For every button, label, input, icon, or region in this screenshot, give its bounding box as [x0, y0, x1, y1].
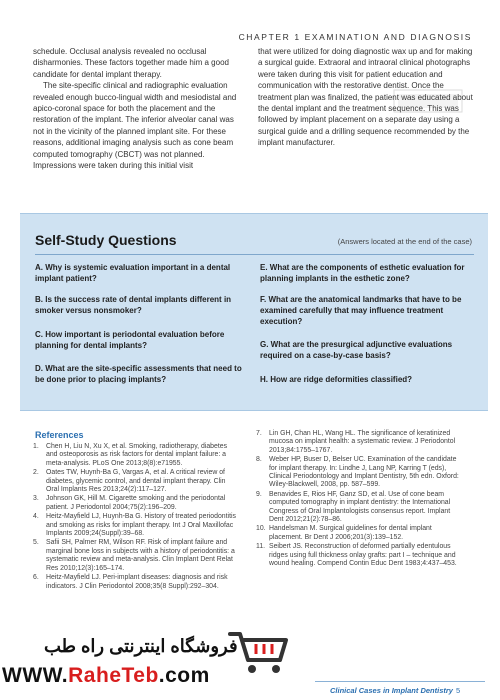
- paragraph: schedule. Occlusal analysis revealed no occlusal disharmonies. These factors together made him a good candidate for dental implant therapy.: [33, 47, 229, 79]
- store-url[interactable]: WWW.RaheTeb.com: [2, 664, 210, 687]
- reference-item: 5. Safii SH, Palmer RM, Wilson RF. Risk of implant failure and marginal bone loss in subjects with a history of periodontitis: a systematic review and meta-analysis. Clin Implant Dent Relat Res 2010;12(3):165–174.: [33, 539, 235, 572]
- footer-book-title: Clinical Cases in Implant Dentistry: [330, 686, 453, 695]
- body-text-right: [258, 46, 473, 149]
- reference-item: 6. Heitz-Mayfield LJ. Peri-implant diseases: diagnosis and risk indicators. J Clin Periodontol 2008;35(8 Suppl):292–304.: [33, 574, 228, 590]
- body-text-left: [33, 46, 246, 171]
- shopping-cart-icon: [226, 626, 290, 676]
- self-study-title: Self-Study Questions: [35, 232, 177, 248]
- reference-item: 7. Lin GH, Chan HL, Wang HL. The significance of keratinized mucosa on implant health: a systematic review. J Periodontol 2013;84:1755–1767.: [256, 430, 456, 454]
- question-c: C. How important is periodontal evaluation before planning for dental implants?: [35, 330, 225, 351]
- self-study-box: [20, 213, 488, 411]
- question-f: F. What are the anatomical landmarks that have to be examined carefully that may influence treatment execution?: [260, 295, 462, 327]
- reference-item: 2. Oates TW, Huynh-Ba G, Vargas A, et al. A critical review of diabetes, glycemic control, and dental implant therapy. Clin Oral Implants Res 2013;24(2):117–127.: [33, 469, 226, 494]
- question-a: A. Why is systemic evaluation important in a dental implant patient?: [35, 263, 231, 284]
- reference-item: 8. Weber HP, Buser D, Belser UC. Examination of the candidate for implant therapy. In: Lindhe J, Lang NP, Karring T (eds), Clinical Periodontology and Implant Dentistry, 5th edn. Oxford: Wiley-Blackwell, 2008, pp. 587–599.: [256, 456, 459, 489]
- reference-item: 9. Benavides E, Rios HF, Ganz SD, et al. Use of cone beam computed tomography in implant dentistry: the International Congress of Oral Implantologists consensus report. Implant Dent 2012;21(2):78–86.: [256, 490, 451, 524]
- divider: [35, 254, 474, 255]
- reference-item: 1. Chen H, Liu N, Xu X, et al. Smoking, radiotherapy, diabetes and osteoporosis as risk factors for dental implant failure: a meta-analysis. PLoS One 2013;8(8):e71955.: [33, 443, 228, 467]
- references-list-right: [256, 430, 466, 570]
- question-d: D. What are the site-specific assessments that need to be done prior to placing implants?: [35, 364, 242, 385]
- reference-item: 4. Heitz-Mayfield LJ, Huynh-Ba G. History of treated periodontitis and smoking as risks for implant therapy. Int J Oral Maxillofac Implants 2009;24(Suppl):39–68.: [33, 513, 236, 538]
- self-study-note: (Answers located at the end of the case): [337, 237, 472, 246]
- references-title: References: [35, 430, 84, 440]
- question-g: G. What are the presurgical adjunctive evaluations required on a case-by-case basis?: [260, 340, 453, 361]
- store-name: فروشگاه اینترنتی راه طب: [44, 636, 238, 656]
- page-number: 5: [456, 686, 461, 695]
- question-e: E. What are the components of esthetic evaluation for planning implants in the esthetic zone?: [260, 263, 465, 284]
- reference-item: 10. Handelsman M. Surgical guidelines for dental implant placement. Br Dent J 2006;201(3):139–152.: [256, 525, 432, 541]
- question-b: B. Is the success rate of dental implants different in smoker versus nonsmoker?: [35, 295, 232, 316]
- paragraph: that were utilized for doing diagnostic wax up and for making a surgical guide. Extraoral and intraoral clinical photographs were taken during this visit for patient education and communication with the restorative dentist. Once the treatment plan was finalized, the patient was educated about the dental implant and the treatment sequence. This was followed by implant placement on a separate day using a surgical guide and a drilling sequence recommended by the implant manufacturer.: [258, 47, 473, 148]
- references-list-left: [33, 443, 240, 592]
- question-h: H. How are ridge deformities classified?: [260, 375, 413, 384]
- chapter-header: CHAPTER 1 EXAMINATION AND DIAGNOSIS: [238, 32, 472, 42]
- reference-item: 3. Johnson GK, Hill M. Cigarette smoking and the periodontal patient. J Periodontol 2004;75(2):196–209.: [33, 495, 226, 511]
- reference-item: 11. Seibert JS. Reconstruction of deformed partially edentulous ridges using full thickness onlay grafts: part I – technique and wound healing. Compend Contin Educ Dent 1983;4:437–453.: [256, 543, 457, 568]
- paragraph: The site-specific clinical and radiographic evaluation revealed enough bucco-lingual width and mesiodistal and apico-coronal space for both the placement and the restoration of the implant. The inferior alveolar canal was not in the vicinity of the planned implant site. For these reasons, additional imaging analysis such as cone beam computed tomography (CBCT) was not planned. Impressions were taken during this initial visit: [33, 81, 237, 171]
